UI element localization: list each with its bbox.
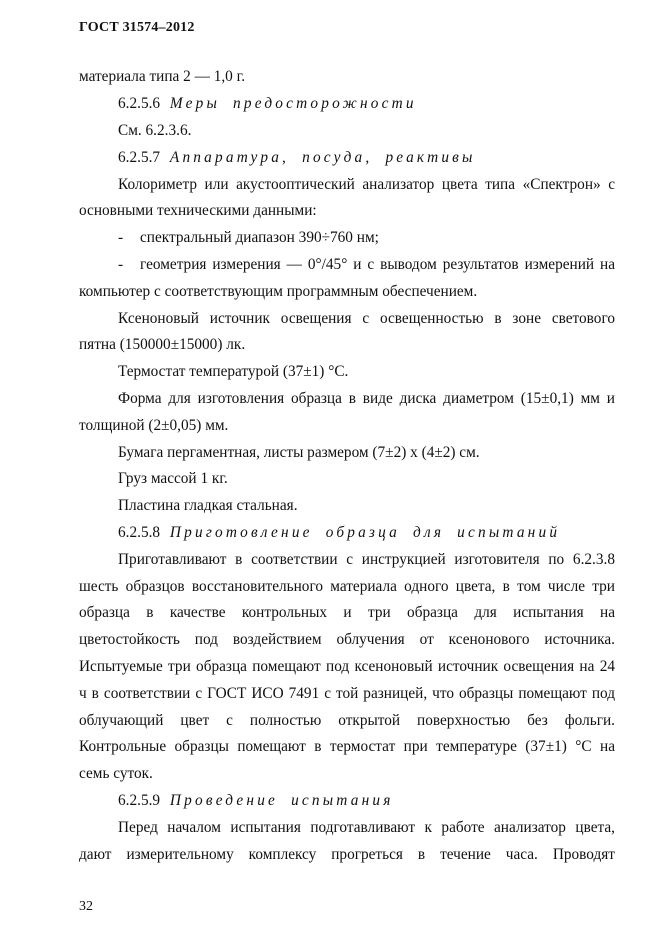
section-heading (118, 95, 615, 113)
text-line: См. 6.2.3.6. (118, 122, 192, 139)
section-number: 6.2.5.8 (118, 524, 161, 541)
paragraph-line: компьютер с соответствующим программным обеспечением. (79, 283, 478, 300)
section-number: 6.2.5.9 (118, 792, 161, 809)
paragraph-line: Ксеноновый источник освещения с освещенностью в зоне светового (118, 310, 615, 327)
paragraph-line: облучающий цвет с полностью открытой поверхностью без фольги. (79, 712, 615, 729)
paragraph-line: Термостат температурой (37±1) °С. (118, 363, 349, 380)
paragraph-line: основными техническими данными: (79, 202, 317, 219)
section-number: 6.2.5.7 (118, 149, 161, 166)
paragraph-line: образца в качестве контрольных и три образца для испытания на (79, 604, 615, 621)
section-number: 6.2.5.6 (118, 95, 161, 112)
document-header: ГОСТ 31574–2012 (79, 20, 195, 35)
bullet-marker: - (118, 229, 124, 246)
paragraph-line: Колориметр или акустооптический анализатор цвета типа «Спектрон» с (118, 176, 615, 193)
paragraph-line: Форма для изготовления образца в виде диска диаметром (15±0,1) мм и (118, 390, 615, 407)
paragraph-line: ч в соответствии с ГОСТ ИСО 7491 с той разницей, что образцы помещают под (79, 685, 615, 702)
section-title: Аппаратура, посуда, реактивы (169, 149, 476, 166)
paragraph-line: Контрольные образцы помещают в термостат при температуре (37±1) °С на (79, 738, 615, 755)
section-title: Проведение испытания (169, 792, 394, 809)
paragraph-line: Перед началом испытания подготавливают к работе анализатор цвета, (118, 819, 615, 836)
text-line: материала типа 2 — 1,0 г. (79, 68, 246, 85)
paragraph-line: пятна (150000±15000) лк. (79, 336, 246, 353)
paragraph-line: Бумага пергаментная, листы размером (7±2) х (4±2) см. (118, 444, 480, 461)
section-heading (118, 792, 615, 810)
paragraph-line: Груз массой 1 кг. (118, 470, 228, 487)
bullet-text: спектральный диапазон 390÷760 нм; (140, 229, 379, 246)
paragraph-line: цветостойкость под воздействием облучения от ксенонового источника. (79, 631, 615, 648)
page-number: 32 (79, 899, 93, 914)
section-title: Приготовление образца для испытаний (169, 524, 561, 541)
paragraph-line: толщиной (2±0,05) мм. (79, 417, 229, 434)
section-heading (118, 149, 615, 167)
section-title: Меры предосторожности (169, 95, 417, 112)
paragraph-line: Приготавливают в соответствии с инструкцией изготовителя по 6.2.3.8 (118, 551, 615, 568)
bullet-text: геометрия измерения — 0°/45° и с выводом результатов измерений на (140, 256, 615, 273)
paragraph-line: Пластина гладкая стальная. (118, 497, 298, 514)
paragraph-line: шесть образцов восстановительного материала одного цвета, в том числе три (79, 578, 615, 595)
paragraph-line: семь суток. (79, 765, 153, 782)
paragraph-line: дают измерительному комплексу прогреться в течение часа. Проводят (79, 846, 615, 863)
bullet-marker: - (118, 256, 124, 273)
section-heading (118, 524, 615, 542)
paragraph-line: Испытуемые три образца помещают под ксеноновый источник освещения на 24 (79, 658, 615, 675)
